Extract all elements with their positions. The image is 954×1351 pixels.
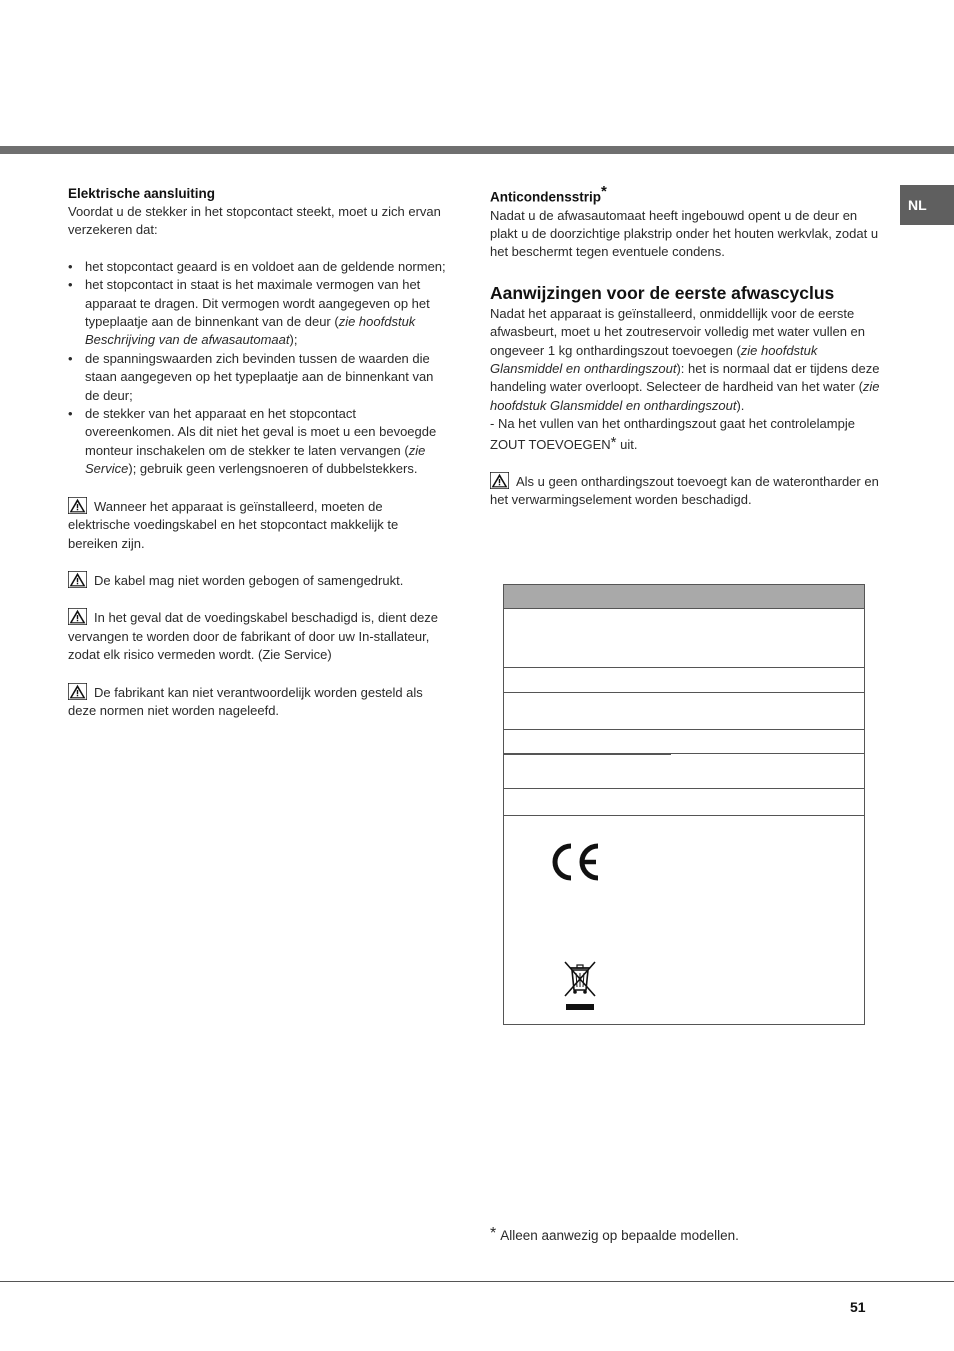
list-item [68,405,446,479]
warning-cable-bend [68,571,446,590]
first-cycle-heading: Aanwijzingen voor de eerste afwascyclus [490,282,835,303]
warning-damaged-cable [68,608,446,664]
paragraph-text: - Na het vullen van het onthardingszout gaat het controlelampje ZOUT TOEVOEGEN [490,416,855,452]
warning-text: Wanneer het apparaat is geïnstalleerd, moeten de elektrische voedingskabel en het stopcontact makkelijk te bereiken zijn. [68,498,399,551]
table-divider [504,692,864,693]
warning-salt [490,472,886,510]
requirements-list [68,258,446,479]
chapter-reference: zie hoofdstuk Glansmiddel en onthardingszout [490,342,818,376]
top-rule [0,146,954,154]
list-item: • het stopcontact geaard is en voldoet aan de geldende normen; [68,258,446,276]
language-tab: NL [900,185,954,225]
warning-icon [68,497,87,514]
technical-data-table [503,584,865,1025]
ce-mark-icon [550,842,602,882]
warning-text: De fabrikant kan niet verantwoordelijk worden gesteld als deze normen niet worden nageleefd. [68,684,423,718]
list-item-text: de stekker van het apparaat en het stopcontact overeenkomen. Als dit niet het geval is moet u een bevoegde monteur inschakelen om de stekker te laten vervangen ( [85,406,437,458]
warning-icon [68,571,87,588]
paragraph-text: uit. [616,436,638,452]
service-reference: zie Service [85,442,426,477]
list-item-text: het stopcontact in staat is het maximale vermogen van het apparaat te dragen. Dit vermogen wordt aangegeven op het typeplaatje aan de binnenkant van de deur ( [85,277,430,330]
warning-icon [68,683,87,700]
warning-icon [490,472,509,489]
paragraph-text: Nadat het apparaat is geïnstalleerd, onmiddellijk voor de eerste afwasbeurt, moet u het zoutreservoir volledig met water vullen en ongeveer 1 kg onthardingszout toevoegen ( [490,305,866,358]
right-column [490,183,886,510]
left-column [68,185,446,720]
list-item-text: ); [289,332,298,348]
warning-accessible [68,497,446,553]
anticondensation-heading [490,183,886,207]
chapter-reference: zie hoofdstuk Glansmiddel en onthardingszout [490,379,880,413]
table-divider [504,729,864,730]
page-number: 51 [850,1299,866,1315]
warning-liability [68,683,446,721]
list-item-text: ); gebruik geen verlengsnoeren of dubbelstekkers. [128,461,418,477]
warning-icon [68,608,87,625]
warning-text: De kabel mag niet worden gebogen of samengedrukt. [94,572,404,588]
list-item: • de spanningswaarden zich bevinden tussen de waarden die staan aangegeven op het typeplaatje aan de binnenkant van de deur; [68,350,446,405]
table-divider [504,754,671,755]
electrical-connection-heading: Elektrische aansluiting [68,186,216,201]
table-header [504,585,864,609]
table-divider [504,667,864,668]
footnote-marker: * [490,1225,497,1242]
warning-text: Als u geen onthardingszout toevoegt kan de waterontharder en het verwarmingselement worden beschadigd. [490,473,879,508]
paragraph-text: ). [736,397,745,413]
warning-text: In het geval dat de voedingskabel beschadigd is, dient deze vervangen te worden door de fabrikant of door uw In-stallateur, zodat elk risico vermeden wordt. (Zie Service) [68,610,439,663]
list-item [68,276,446,350]
footnote-marker: * [610,433,617,451]
first-cycle-paragraph [490,305,886,454]
footnote-marker: * [601,183,607,200]
table-divider [504,788,864,789]
footnote [490,1225,739,1243]
crossed-out-bin-icon [562,960,598,1016]
bottom-rule [0,1281,954,1282]
footnote-text: Alleen aanwezig op bepaalde modellen. [500,1228,739,1243]
paragraph-text: ): het is normaal dat er tijdens deze handeling water overloopt. Selecteer de hardheid van het water ( [490,360,880,395]
table-divider [504,815,864,816]
chapter-reference: zie hoofdstuk Beschrijving van de afwasautomaat [85,314,416,348]
electrical-intro: Voordat u de stekker in het stopcontact steekt, moet u zich ervan verzekeren dat: [68,204,441,238]
heading-text: Anticondensstrip [490,189,602,205]
anticondensation-text: Nadat u de afwasautomaat heeft ingebouwd opent u de deur en plakt u de doorzichtige plakstrip onder het houten werkvlak, zodat u het beschermt tegen eventuele condens. [490,207,879,260]
